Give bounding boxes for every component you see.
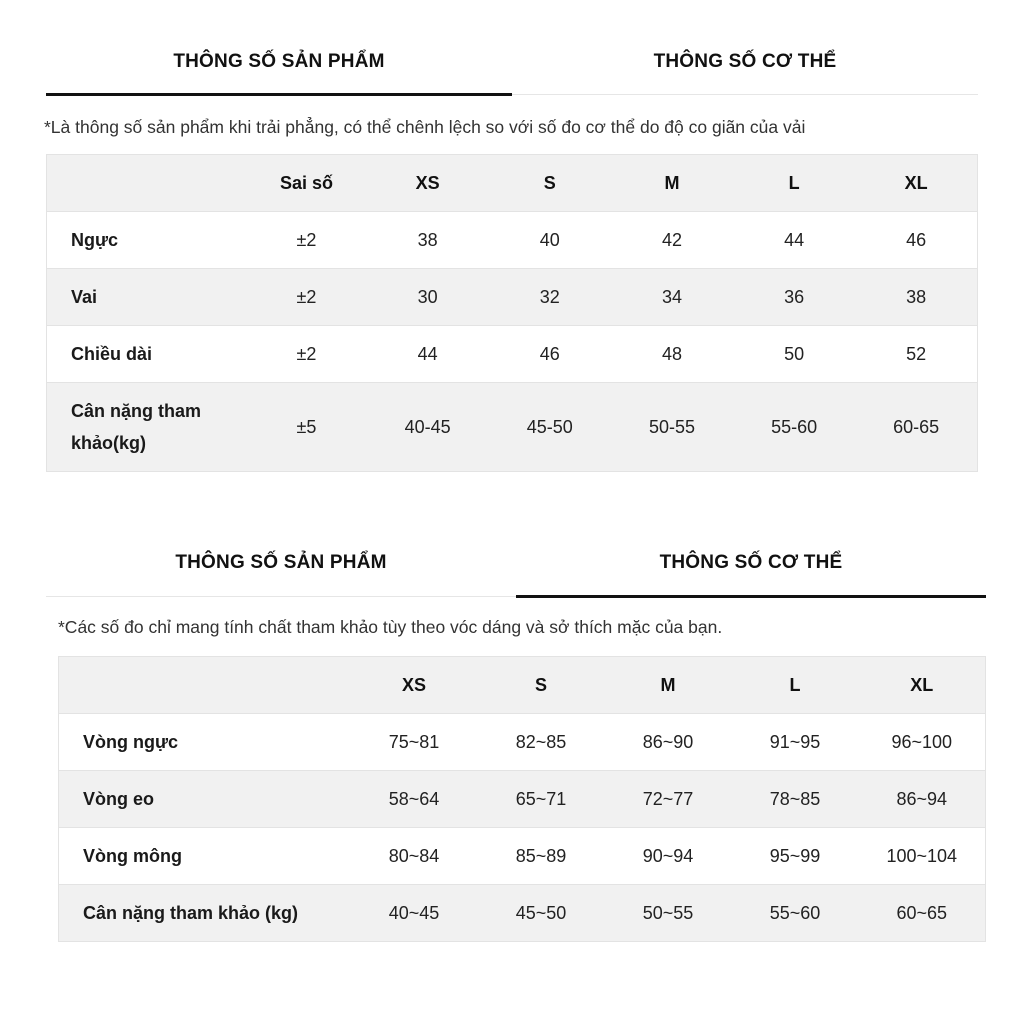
table-cell: 86~94 (896, 788, 948, 809)
header-cell: M (664, 172, 680, 193)
table-cell: 48 (661, 343, 682, 364)
header-cell (59, 657, 351, 714)
table-cell: 100~104 (886, 845, 958, 866)
table-cell: 50 (784, 343, 805, 364)
header-cell: L (789, 674, 801, 695)
table-cell: 40~45 (388, 902, 440, 923)
table-cell: 60~65 (896, 902, 948, 923)
header-cell: L (788, 172, 800, 193)
table-cell: ±2 (296, 343, 317, 364)
table-cell: 60-65 (893, 416, 940, 437)
table-cell: ±2 (296, 286, 317, 307)
product-spec-section (46, 30, 978, 472)
table-cell: 32 (539, 286, 560, 307)
table-row (47, 269, 978, 326)
tab-product-spec[interactable]: THÔNG SỐ SẢN PHẨM (46, 30, 512, 94)
table-row (59, 771, 986, 828)
row-label: Chiều dài (71, 344, 153, 364)
table-cell: 50-55 (648, 416, 695, 437)
header-cell: S (534, 674, 547, 695)
tab-body-spec[interactable]: THÔNG SỐ CƠ THỂ (653, 51, 837, 72)
table-cell: 75~81 (388, 731, 440, 752)
table-row (59, 885, 986, 942)
table-cell: 40 (539, 229, 560, 250)
row-label: Vòng mông (83, 846, 182, 866)
header-cell: Sai số (279, 172, 334, 193)
table-cell: ±2 (296, 229, 317, 250)
table-row (59, 828, 986, 885)
body-spec-note: *Các số đo chỉ mang tính chất tham khảo tùy theo vóc dáng và sở thích mặc của bạn. (58, 617, 723, 637)
table-cell: 91~95 (769, 731, 821, 752)
table-cell: 85~89 (515, 845, 567, 866)
row-label: Vai (71, 287, 98, 307)
header-cell: XL (910, 674, 934, 695)
header-cell: M (660, 674, 676, 695)
table-cell: 50~55 (642, 902, 694, 923)
table-cell: 80~84 (388, 845, 440, 866)
body-spec-section (58, 530, 986, 942)
table-cell: 90~94 (642, 845, 694, 866)
table-cell: 65~71 (515, 788, 567, 809)
table-cell: 38 (906, 286, 927, 307)
row-label: Cân nặng tham khảo(kg) (71, 401, 202, 453)
table-cell: 72~77 (642, 788, 694, 809)
product-spec-note: *Là thông số sản phẩm khi trải phẳng, có thể chênh lệch so với số đo cơ thể do độ co giãn của vải (44, 117, 806, 137)
table-cell: 44 (784, 229, 805, 250)
table-row (47, 383, 978, 472)
table-cell: 30 (417, 286, 438, 307)
table-cell: 52 (906, 343, 927, 364)
table-header-row (47, 155, 978, 212)
table-cell: 45-50 (526, 416, 573, 437)
tab-bar (46, 30, 978, 95)
table-cell: 58~64 (388, 788, 440, 809)
table-cell: 36 (784, 286, 805, 307)
body-spec-table (58, 656, 986, 942)
product-spec-table (46, 154, 978, 472)
table-cell: 38 (417, 229, 438, 250)
table-cell: 95~99 (769, 845, 821, 866)
tab-body-spec[interactable]: THÔNG SỐ CƠ THỂ (516, 530, 986, 596)
header-cell: XS (415, 172, 440, 193)
header-cell: S (543, 172, 556, 193)
table-cell: 86~90 (642, 731, 694, 752)
row-label: Vòng ngực (83, 732, 179, 752)
table-cell: 78~85 (769, 788, 821, 809)
table-cell: 46 (539, 343, 560, 364)
tab-product-spec[interactable]: THÔNG SỐ SẢN PHẨM (175, 552, 387, 573)
header-cell: XS (401, 674, 426, 695)
table-cell: 55-60 (771, 416, 818, 437)
table-cell: 42 (661, 229, 682, 250)
row-label: Ngực (71, 230, 119, 250)
row-label: Cân nặng tham khảo (kg) (83, 903, 299, 923)
table-header-row (59, 657, 986, 714)
table-cell: 55~60 (769, 902, 821, 923)
header-cell (47, 155, 247, 212)
table-cell: 34 (661, 286, 682, 307)
table-cell: 82~85 (515, 731, 567, 752)
table-cell: 45~50 (515, 902, 567, 923)
table-row (59, 714, 986, 771)
header-cell: XL (904, 172, 928, 193)
table-cell: 44 (417, 343, 438, 364)
table-cell: ±5 (296, 416, 317, 437)
table-cell: 46 (906, 229, 927, 250)
row-label: Vòng eo (83, 789, 154, 809)
table-row (47, 326, 978, 383)
tab-bar (46, 530, 986, 597)
table-row (47, 212, 978, 269)
table-cell: 40-45 (404, 416, 451, 437)
table-cell: 96~100 (891, 731, 953, 752)
